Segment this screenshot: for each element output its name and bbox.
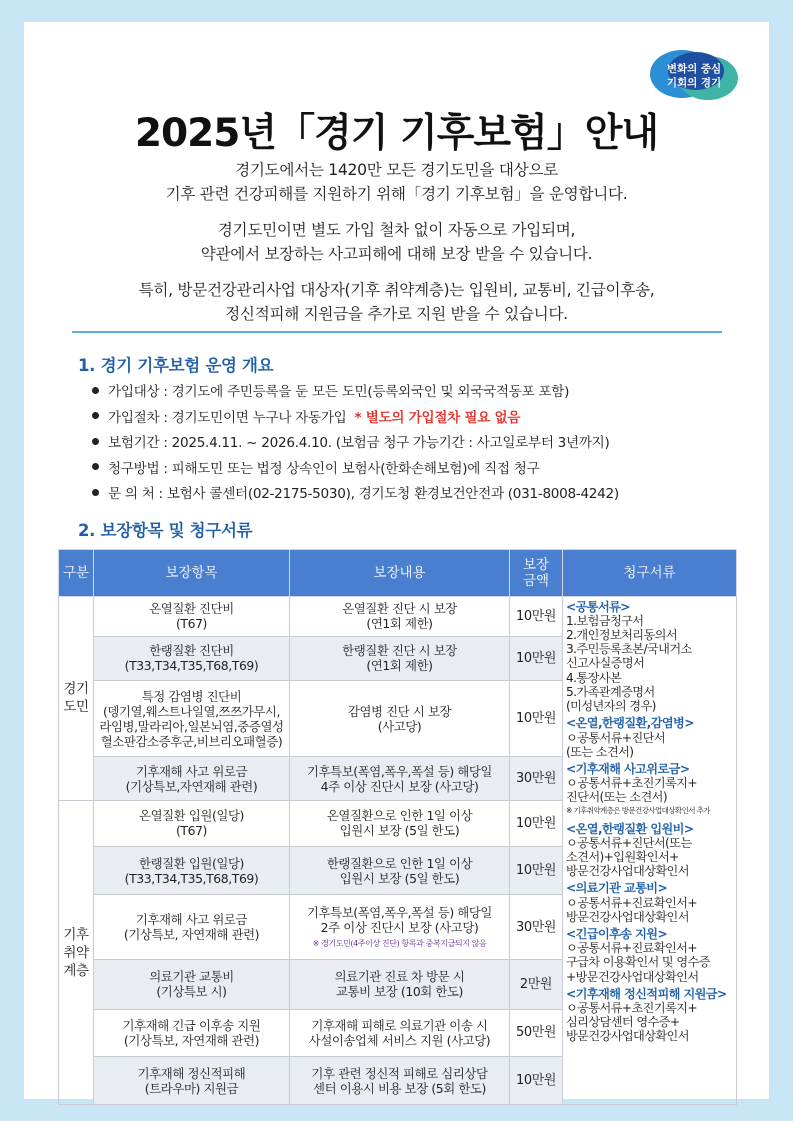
item-cell: 기후재해 사고 위로금 (기상특보, 자연재해 관련) <box>94 895 290 959</box>
intro-paragraph-3 <box>24 278 769 326</box>
bullet-icon <box>92 463 99 470</box>
header-item: 보장항목 <box>94 550 290 597</box>
no-signup-note: * 별도의 가입절차 필요 없음 <box>354 409 521 426</box>
intro-line: 특히, 방문건강관리사업 대상자(기후 취약계층)는 입원비, 교통비, 긴급이후송, <box>138 281 655 299</box>
docs-group-heading: <기후재해 정신적피해 지원금> <box>566 986 727 1001</box>
bullet-icon <box>92 387 99 394</box>
list-item: 청구방법 : 피해도민 또는 법정 상속인이 보험사(한화손해보험)에 직접 청구 <box>92 457 752 483</box>
amount-cell: 2만원 <box>510 959 563 1009</box>
item-cell: 온열질환 진단비 (T67) <box>94 596 290 636</box>
amount-cell: 10만원 <box>510 637 563 681</box>
amount-cell: 10만원 <box>510 596 563 636</box>
bullet-icon <box>92 412 99 419</box>
amount-cell: 30만원 <box>510 757 563 801</box>
docs-group-heading: <공통서류> <box>566 599 630 614</box>
docs-group-heading: <온열,한랭질환 입원비> <box>566 821 694 836</box>
desc-cell: 온열질환으로 인한 1일 이상 입원시 보장 (5일 한도) <box>290 801 510 847</box>
intro-line: 정신적피해 지원금을 추가로 지원 받을 수 있습니다. <box>225 305 568 323</box>
intro-line: 경기도민이면 별도 가입 철차 없이 자동으로 가입되며, <box>217 221 576 239</box>
desc-cell: 기후 관련 정신적 피해로 심리상담 센터 이용시 비용 보장 (5회 한도) <box>290 1057 510 1105</box>
logo-text-2: 기회의 경기 <box>666 77 722 89</box>
page-title: 2025년「경기 기후보험」안내 <box>134 111 659 156</box>
header-documents: 청구서류 <box>563 550 737 597</box>
docs-note: ※ 기후취약계층은 방문건강사업대상확인서 추가 <box>566 805 710 815</box>
desc-cell: 기후특보(폭염,폭우,폭설 등) 해당일 4주 이상 진단시 보장 (사고당) <box>290 757 510 801</box>
list-item: 가입대상 : 경기도에 주민등록을 둔 모든 도민(등록외국인 및 외국국적동포 포함) <box>92 380 752 406</box>
coverage-table <box>58 549 737 1105</box>
list-item: 보험기간 : 2025.4.11. ~ 2026.4.10. (보험금 청구 가능기간 : 사고일로부터 3년까지) <box>92 431 752 457</box>
docs-group-heading: <긴급이후송 지원> <box>566 926 668 941</box>
documents-cell: <공통서류> 1.보험금청구서 2.개인정보처리동의서 3.주민등록초본/국내거소 신고사실증명서 4.통장사본 5.가족관계증명서 (미성년자의 경우) <온열,한랭질환,감염병> ㅇ공통서류+진단서 (또는 소견서) <기후재해 사고위로금> ㅇ공통서류+초진기록지+ 진단서(또는 소견서) ※ 기후취약계층은 방문건강사업대상확인서 추가 <온열,한랭질환 입원비> ㅇ공통서류+진단서(또는 소견서)+입원확인서+ 방문건강사업대상확인서 <의료기관 교통비> ㅇ공통서류+진료확인서+ 방문건강사업대상확인서 <긴급이후송 지원> ㅇ공통서류+진료확인서+ 구급차 이용확인서 및 영수증 +방문건강사업대상확인서 <기후재해 정신적피해 지원금> ㅇ공통서류+초진기록지+ 심리상담센터 영수증+ 방문건강사업대상확인서 <box>563 596 737 1104</box>
item-cell: 한랭질환 진단비 (T33,T34,T35,T68,T69) <box>94 637 290 681</box>
amount-cell: 10만원 <box>510 680 563 757</box>
item-cell: 온열질환 입원(일당) (T67) <box>94 801 290 847</box>
desc-cell: 기후특보(폭염,폭우,폭설 등) 해당일 2주 이상 진단시 보장 (사고당) ※ 경기도민(4주이상 진단) 항목과 중복지급되지 않음 <box>290 895 510 959</box>
docs-group-heading: <온열,한랭질환,감염병> <box>566 716 694 731</box>
intro-paragraph-2 <box>24 218 769 266</box>
item-cell: 기후재해 긴급 이후송 지원 (기상특보, 자연재해 관련) <box>94 1009 290 1057</box>
item-cell: 의료기관 교통비 (기상특보 시) <box>94 959 290 1009</box>
docs-group-heading: <의료기관 교통비> <box>566 881 668 896</box>
list-item: 문 의 처 : 보험사 콜센터(02-2175-5030), 경기도청 환경보건안전과 (031-8008-4242) <box>92 482 752 508</box>
category-vulnerable: 기후 취약 계층 <box>59 801 94 1105</box>
bullet-icon <box>92 438 99 445</box>
item-cell: 한랭질환 입원(일당) (T33,T34,T35,T68,T69) <box>94 846 290 895</box>
amount-cell: 30만원 <box>510 895 563 959</box>
section-divider <box>72 331 722 333</box>
amount-cell: 50만원 <box>510 1009 563 1057</box>
item-cell: 기후재해 사고 위로금 (기상특보,자연재해 관련) <box>94 757 290 801</box>
amount-cell: 10만원 <box>510 801 563 847</box>
header-amount: 보장 금액 <box>510 550 563 597</box>
table-row <box>59 596 737 636</box>
intro-line: 경기도에서는 1420만 모든 경기도민을 대상으로 <box>235 161 558 179</box>
desc-cell: 온열질환 진단 시 보장 (연1회 제한) <box>290 596 510 636</box>
table-header-row <box>59 550 737 597</box>
overview-list <box>92 380 752 508</box>
duplicate-payment-note: ※ 경기도민(4주이상 진단) 항목과 중복지급되지 않음 <box>312 939 487 949</box>
desc-cell: 한랭질환 진단 시 보장 (연1회 제한) <box>290 637 510 681</box>
amount-cell: 10만원 <box>510 846 563 895</box>
desc-cell: 의료기관 진료 차 방문 시 교통비 보장 (10회 한도) <box>290 959 510 1009</box>
section-2-heading: 2. 보장항목 및 청구서류 <box>78 521 253 540</box>
logo-text-1: 변화의 중심 <box>666 63 722 75</box>
header-category: 구분 <box>59 550 94 597</box>
amount-cell: 10만원 <box>510 1057 563 1105</box>
notice-page <box>24 22 769 1099</box>
bullet-icon <box>92 489 99 496</box>
category-residents: 경기 도민 <box>59 596 94 800</box>
item-cell: 특정 감염병 진단비 (뎅기열,웨스트나일열,쯔쯔가무시, 라임병,말라리아,일본뇌염,중증열성 혈소판감소증후군,비브리오패혈증) <box>94 680 290 757</box>
docs-group-heading: <기후재해 사고위로금> <box>566 761 690 776</box>
gyeonggi-logo <box>646 44 742 106</box>
desc-cell: 기후재해 피해로 의료기관 이송 시 사설이송업체 서비스 지원 (사고당) <box>290 1009 510 1057</box>
intro-line: 약관에서 보장하는 사고피해에 대해 보장 받을 수 있습니다. <box>200 245 593 263</box>
header-description: 보장내용 <box>290 550 510 597</box>
desc-cell: 감염병 진단 시 보장 (사고당) <box>290 680 510 757</box>
section-1-heading: 1. 경기 기후보험 운영 개요 <box>78 356 274 375</box>
intro-paragraph-1 <box>24 158 769 206</box>
item-cell: 기후재해 정신적피해 (트라우마) 지원금 <box>94 1057 290 1105</box>
intro-line: 기후 관련 건강피해를 지원하기 위해「경기 기후보험」을 운영합니다. <box>165 185 628 203</box>
list-item: 가입절차 : 경기도민이면 누구나 자동가입 * 별도의 가입절차 필요 없음 <box>92 406 752 432</box>
desc-cell: 한랭질환으로 인한 1일 이상 입원시 보장 (5일 한도) <box>290 846 510 895</box>
